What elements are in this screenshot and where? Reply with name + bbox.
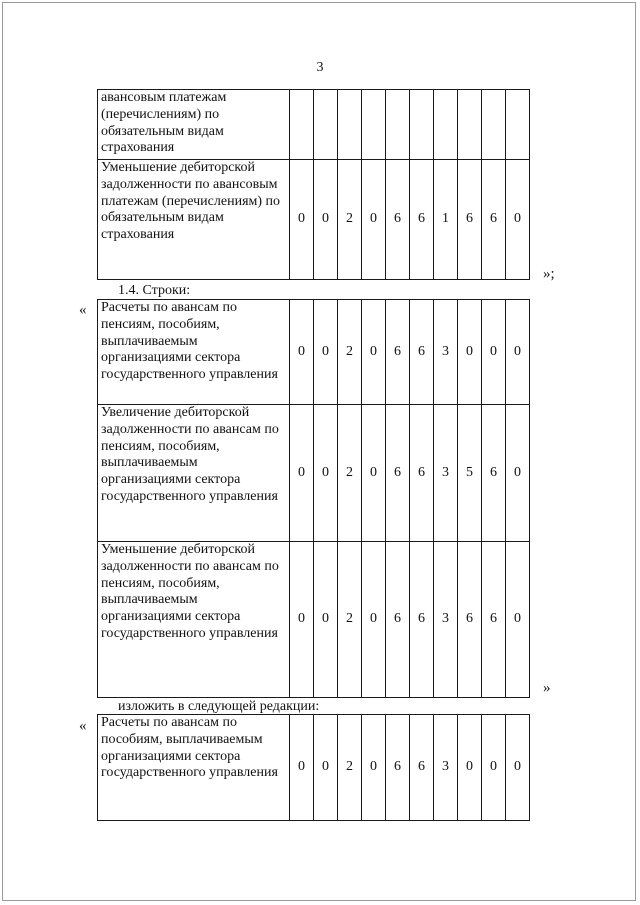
- codes-table-3: [97, 714, 530, 821]
- code-digit: 6: [458, 160, 482, 280]
- code-digit: [482, 90, 506, 160]
- code-digit: 0: [290, 715, 314, 821]
- row-label: Расчеты по авансам по пенсиям, пособиям, выплачиваемым организациями сектора государственного управления: [98, 300, 290, 405]
- code-digit: 0: [362, 542, 386, 698]
- code-digit: [458, 90, 482, 160]
- page-number: 3: [316, 60, 324, 75]
- code-digit: 2: [338, 405, 362, 542]
- code-digit: [386, 90, 410, 160]
- table-row: [98, 90, 530, 160]
- code-digit: [434, 90, 458, 160]
- code-digit: 6: [410, 542, 434, 698]
- code-digit: 0: [506, 542, 530, 698]
- code-digit: 0: [314, 405, 338, 542]
- code-digit: 0: [506, 160, 530, 280]
- code-digit: 6: [386, 160, 410, 280]
- code-digit: 0: [290, 300, 314, 405]
- code-digit: 0: [314, 542, 338, 698]
- code-digit: 2: [338, 300, 362, 405]
- row-label: Расчеты по авансам по пособиям, выплачиваемым организациями сектора государственного управления: [98, 715, 290, 821]
- code-digit: 6: [482, 542, 506, 698]
- code-digit: [506, 90, 530, 160]
- code-digit: 6: [458, 542, 482, 698]
- code-digit: 6: [386, 405, 410, 542]
- opening-quote-mark: «: [79, 302, 87, 318]
- code-digit: 2: [338, 542, 362, 698]
- code-digit: 0: [290, 405, 314, 542]
- code-digit: 0: [314, 160, 338, 280]
- code-digit: 0: [290, 542, 314, 698]
- code-digit: 6: [482, 405, 506, 542]
- code-digit: [410, 90, 434, 160]
- table-row: [98, 542, 530, 698]
- code-digit: 0: [506, 715, 530, 821]
- row-label: Увеличение дебиторской задолженности по авансам по пенсиям, пособиям, выплачиваемым организациями сектора государственного управления: [98, 405, 290, 542]
- code-digit: 3: [434, 405, 458, 542]
- closing-quote-mark: »: [543, 680, 551, 696]
- code-digit: 0: [506, 300, 530, 405]
- code-digit: [290, 90, 314, 160]
- code-digit: 6: [410, 160, 434, 280]
- code-digit: [338, 90, 362, 160]
- code-digit: 0: [362, 160, 386, 280]
- code-digit: 6: [386, 300, 410, 405]
- code-digit: 6: [410, 715, 434, 821]
- code-digit: 0: [482, 715, 506, 821]
- row-label: авансовым платежам (перечислениям) по обязательным видам страхования: [98, 90, 290, 160]
- code-digit: 3: [434, 542, 458, 698]
- code-digit: 6: [410, 405, 434, 542]
- code-digit: 0: [362, 715, 386, 821]
- code-digit: 0: [506, 405, 530, 542]
- code-digit: 3: [434, 715, 458, 821]
- code-digit: 0: [362, 405, 386, 542]
- code-digit: 2: [338, 715, 362, 821]
- code-digit: 0: [314, 715, 338, 821]
- table-row: [98, 405, 530, 542]
- code-digit: 5: [458, 405, 482, 542]
- table-row: [98, 160, 530, 280]
- code-digit: 1: [434, 160, 458, 280]
- code-digit: 6: [482, 160, 506, 280]
- code-digit: 0: [314, 300, 338, 405]
- code-digit: [314, 90, 338, 160]
- code-digit: 0: [290, 160, 314, 280]
- code-digit: 2: [338, 160, 362, 280]
- code-digit: 3: [434, 300, 458, 405]
- row-label: Уменьшение дебиторской задолженности по авансовым платежам (перечислениям) по обязательным видам страхования: [98, 160, 290, 280]
- row-label: Уменьшение дебиторской задолженности по авансам по пенсиям, пособиям, выплачиваемым организациями сектора государственного управления: [98, 542, 290, 698]
- closing-quote-mark: »;: [543, 266, 555, 282]
- code-digit: 0: [482, 300, 506, 405]
- section-heading: 1.4. Строки:: [118, 283, 191, 298]
- code-digit: 0: [458, 715, 482, 821]
- code-digit: [362, 90, 386, 160]
- code-digit: 6: [386, 542, 410, 698]
- opening-quote-mark: «: [79, 718, 87, 734]
- codes-table-1: [97, 89, 530, 280]
- code-digit: 6: [386, 715, 410, 821]
- codes-table-2: [97, 299, 530, 698]
- code-digit: 6: [410, 300, 434, 405]
- code-digit: 0: [458, 300, 482, 405]
- instruction-text: изложить в следующей редакции:: [118, 699, 320, 714]
- table-row: [98, 715, 530, 821]
- table-row: [98, 300, 530, 405]
- code-digit: 0: [362, 300, 386, 405]
